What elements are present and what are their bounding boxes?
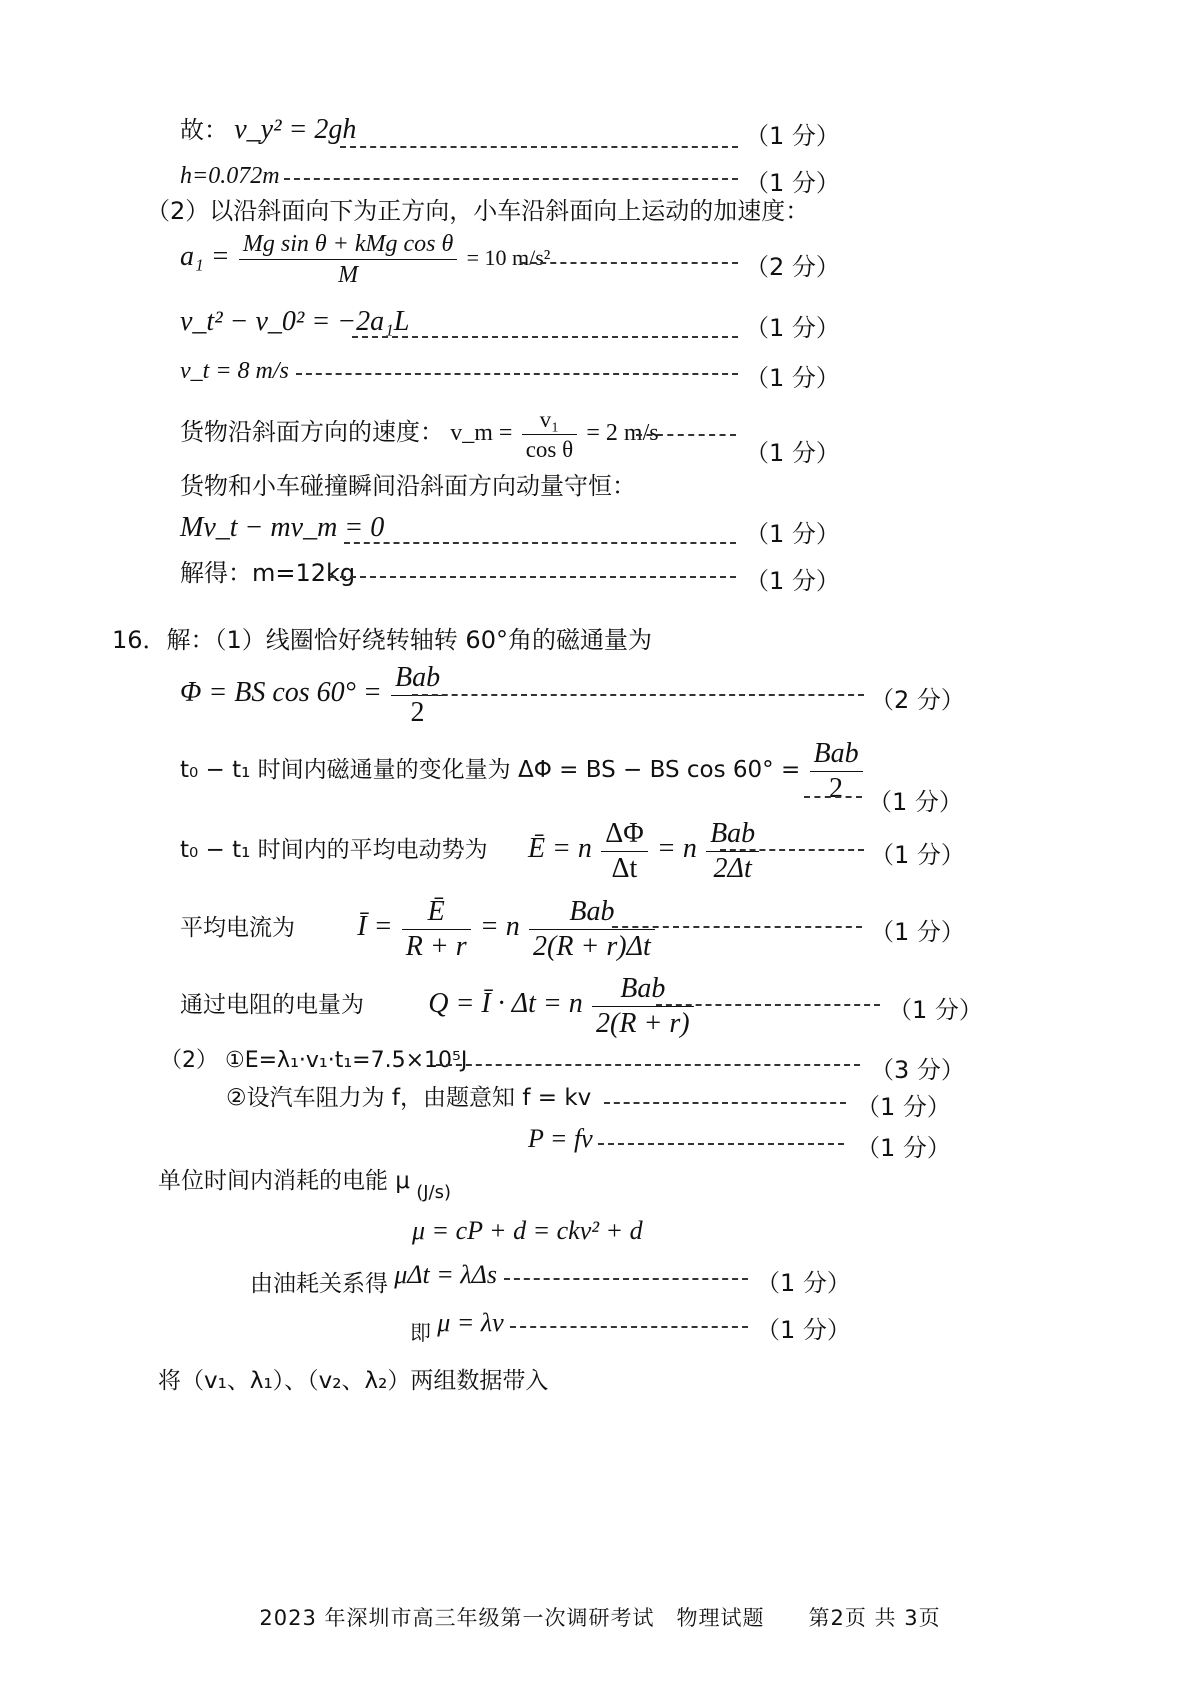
dashed-leader [598, 1143, 844, 1145]
score-mark: （1 分） [745, 567, 840, 595]
dashed-leader [284, 178, 738, 180]
equation: μ = λv [437, 1308, 504, 1337]
score-mark: （1 分） [870, 918, 965, 946]
fraction-denominator: 2(R + r)Δt [533, 931, 651, 962]
label-text: 单位时间内消耗的电能 μ [158, 1168, 410, 1194]
label-text: t₀ − t₁ 时间内磁通量的变化量为 ΔΦ = BS − BS cos 60° = [180, 757, 801, 784]
solution-line [250, 1260, 497, 1297]
equation-lhs: Ī = [357, 911, 393, 943]
solution-line [180, 408, 659, 461]
dashed-leader [520, 262, 738, 264]
text-line: 货物和小车碰撞瞬间沿斜面方向动量守恒： [180, 472, 636, 500]
score-mark: （1 分） [745, 122, 840, 150]
solution-line [180, 664, 447, 727]
equation-lhs: a₁ = [180, 241, 230, 273]
solution-line [180, 975, 697, 1038]
solution-line [180, 308, 409, 336]
fraction [529, 898, 655, 961]
equation-rhs: = 2 m/s [586, 420, 659, 447]
dashed-leader [612, 926, 862, 928]
fraction-denominator: 2 [410, 697, 425, 728]
solution-line [180, 898, 658, 961]
dashed-leader [344, 542, 736, 544]
fraction-numerator: Bab [391, 664, 444, 696]
fraction-numerator: ΔΦ [601, 820, 647, 852]
fraction-numerator: v₁ [522, 408, 577, 435]
page-footer: 2023 年深圳市高三年级第一次调研考试 物理试题 第2页 共 3页 [259, 1606, 941, 1630]
fraction [592, 975, 694, 1038]
solution-line [180, 514, 384, 542]
fraction-numerator: Bab [810, 740, 863, 772]
score-mark: （2 分） [745, 253, 840, 281]
fraction [601, 820, 647, 883]
text-line: 解得：m=12kg [180, 559, 356, 587]
score-mark: （1 分） [888, 996, 983, 1024]
score-mark: （1 分） [745, 314, 840, 342]
equation: v_t² − v_0² = −2a₁L [180, 306, 410, 337]
unit-label: (J/s) [416, 1182, 451, 1203]
solution-line [180, 358, 289, 383]
solution-line [180, 163, 280, 188]
fraction-denominator: Δt [611, 853, 638, 884]
solution-line [180, 116, 356, 144]
label-text: 平均电流为 [180, 915, 295, 942]
equation: μ = cP + d = ckv² + d [412, 1216, 643, 1245]
score-mark: （3 分） [870, 1056, 965, 1084]
dashed-leader [436, 1064, 860, 1066]
solution-line [410, 1308, 504, 1345]
equation: P = fv [528, 1124, 593, 1153]
fraction-numerator: Ē [402, 898, 471, 930]
score-mark: （1 分） [756, 1269, 851, 1297]
dashed-leader [636, 434, 736, 436]
label-text: 即 [410, 1321, 431, 1345]
fraction-denominator: R + r [405, 931, 467, 962]
dashed-leader [604, 1102, 846, 1104]
solution-line [180, 820, 762, 883]
fraction [239, 232, 457, 287]
score-mark: （1 分） [870, 841, 965, 869]
score-mark: （1 分） [856, 1134, 951, 1162]
equation: v_y² = 2gh [234, 114, 357, 145]
label-text: 由油耗关系得 [250, 1271, 388, 1297]
score-mark: （1 分） [745, 520, 840, 548]
fraction-denominator: 2Δt [713, 853, 752, 884]
solution-line [180, 740, 866, 803]
fraction [522, 408, 577, 461]
dashed-leader [504, 1278, 748, 1280]
text-line: ②设汽车阻力为 f，由题意知 f = kv [226, 1085, 592, 1111]
equation-mid: = n [656, 833, 697, 865]
text-line: 将（v₁、λ₁）、（v₂、λ₂）两组数据带入 [158, 1368, 549, 1394]
fraction-numerator: Mg sin θ + kMg cos θ [239, 232, 457, 260]
fraction-denominator: 2(R + r) [596, 1008, 690, 1039]
equation-lhs: Ē = n [527, 833, 592, 865]
score-mark: （1 分） [856, 1093, 951, 1121]
dashed-leader [412, 694, 864, 696]
label-text: 货物沿斜面方向的速度： [180, 418, 444, 447]
equation: μΔt = λΔs [394, 1260, 497, 1289]
score-mark: （1 分） [745, 169, 840, 197]
equation-rhs: = 10 m/s² [466, 245, 551, 271]
score-mark: （1 分） [868, 788, 963, 816]
score-mark: （1 分） [756, 1316, 851, 1344]
question-heading: 16．解：（1）线圈恰好绕转轴转 60°角的磁通量为 [112, 626, 652, 654]
fraction-denominator: M [338, 262, 359, 288]
fraction-numerator: Bab [592, 975, 694, 1007]
fraction-numerator: Bab [706, 820, 759, 852]
fraction [706, 820, 759, 883]
dashed-leader [330, 576, 736, 578]
dashed-leader [340, 146, 738, 148]
section-heading: （2）以沿斜面向下为正方向，小车沿斜面向上运动的加速度： [146, 197, 810, 225]
solution-line [158, 1168, 451, 1203]
equation: h=0.072m [180, 163, 280, 189]
dashed-leader [656, 1004, 880, 1006]
text-line: （2） ①E=λ₁·v₁·t₁=7.5×10⁵J [160, 1048, 468, 1073]
equation-lhs: Q = Ī · Δt = n [428, 988, 583, 1020]
solution-line [180, 232, 550, 287]
fraction [810, 740, 863, 803]
score-mark: （1 分） [745, 439, 840, 467]
label-text: t₀ − t₁ 时间内的平均电动势为 [180, 837, 488, 864]
equation: Mv_t − mv_m = 0 [180, 512, 385, 543]
dashed-leader [296, 373, 738, 375]
score-mark: （2 分） [870, 686, 965, 714]
dashed-leader [720, 849, 864, 851]
fraction-numerator: Bab [529, 898, 655, 930]
equation: v_t = 8 m/s [180, 358, 289, 384]
score-mark: （1 分） [745, 364, 840, 392]
dashed-leader [804, 796, 862, 798]
equation-lhs: v_m = [450, 420, 513, 447]
label-text: 故： [180, 116, 228, 144]
equation-lhs: Φ = BS cos 60° = [180, 677, 382, 709]
fraction-denominator: cos θ [525, 437, 574, 462]
equation-mid: = n [479, 911, 520, 943]
dashed-leader [510, 1326, 748, 1328]
fraction [402, 898, 471, 961]
label-text: 通过电阻的电量为 [180, 992, 364, 1019]
fraction-denominator: 2 [829, 773, 844, 804]
dashed-leader [352, 336, 738, 338]
